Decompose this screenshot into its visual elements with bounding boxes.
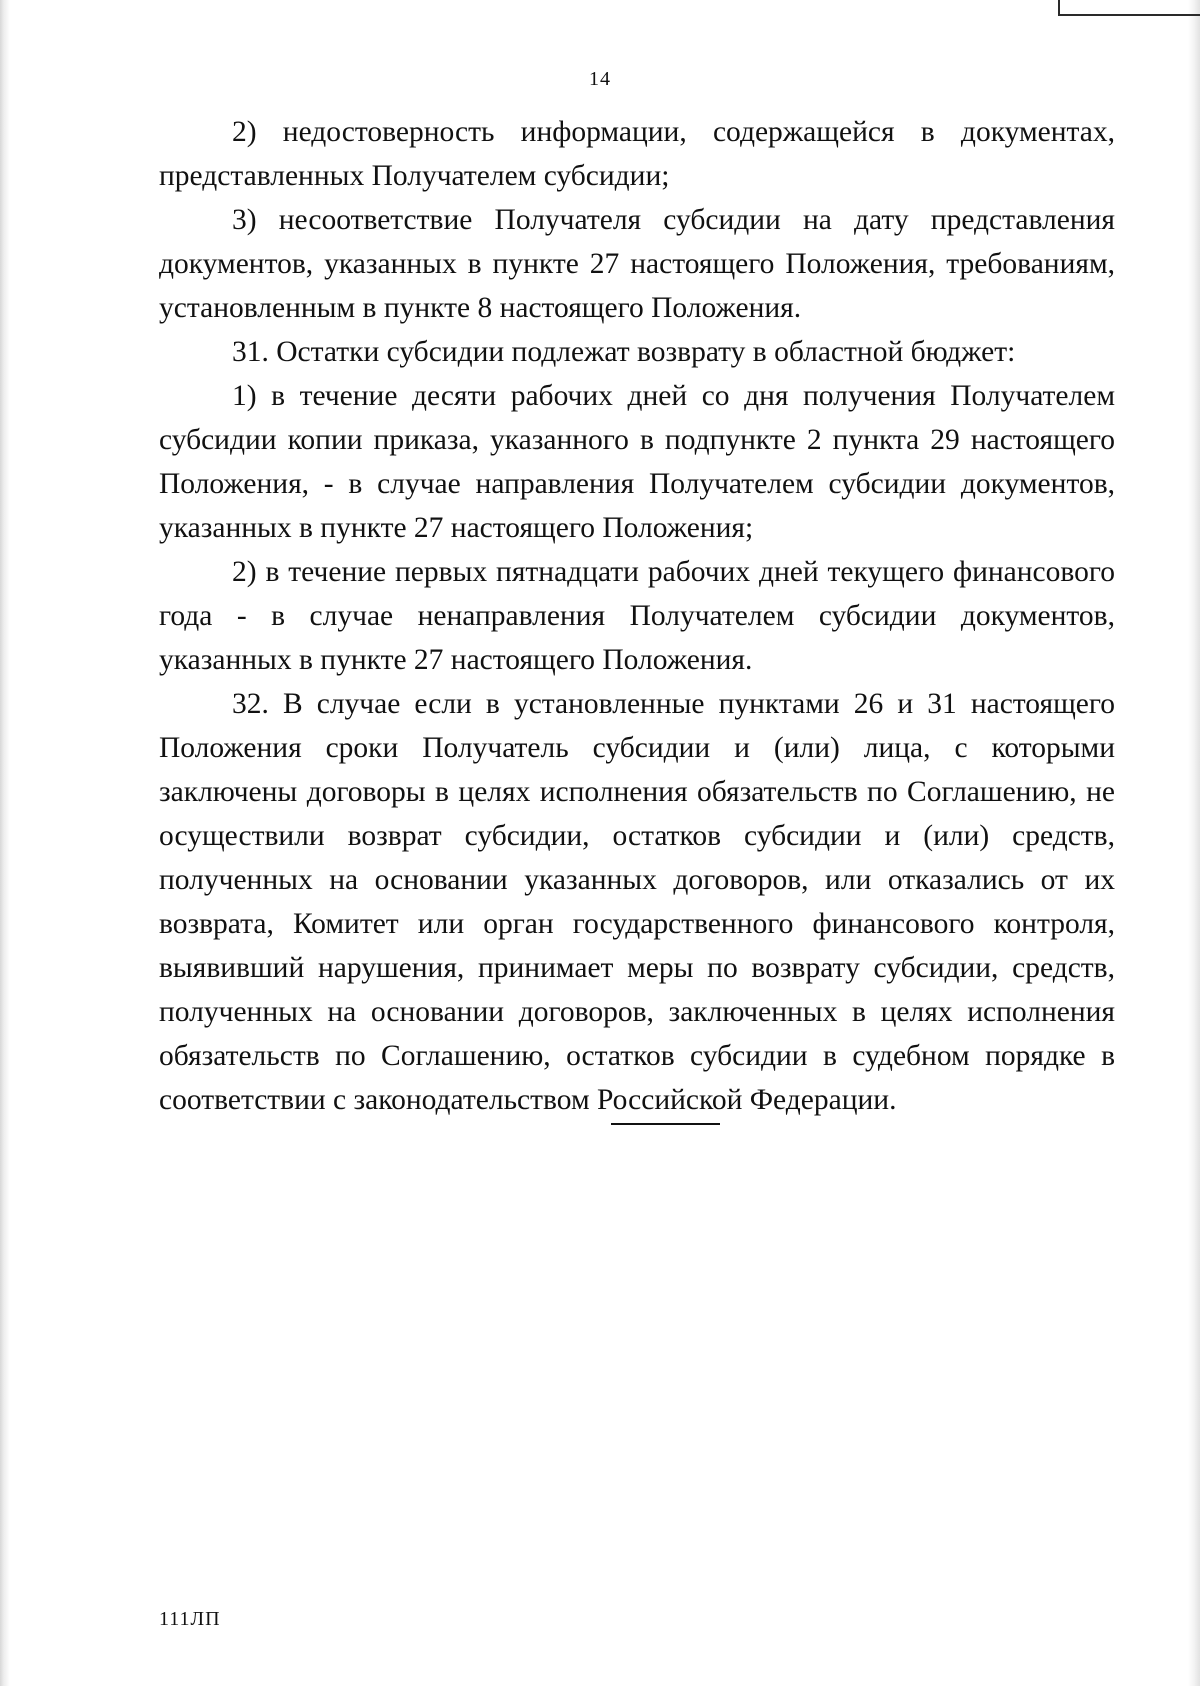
paragraph-clause-31-item-2: 2) в течение первых пятнадцати рабочих дней текущего финансового года - в случае ненаправления Получателем субсидии документов, указанных в пункте 27 настоящего Положения. [159, 556, 1115, 676]
end-of-text-rule [611, 1123, 720, 1125]
paragraph-clause-31-item-1: 1) в течение десяти рабочих дней со дня получения Получателем субсидии копии приказа, указанного в подпункте 2 пункта 29 настоящего Положения, - в случае направления Получателем субсидии документов, указанных в пункте 27 настоящего Положения; [159, 380, 1115, 544]
paragraph-item-2: 2) недостоверность информации, содержащейся в документах, представленных Получателем субсидии; [159, 116, 1115, 192]
paragraph-clause-32: 32. В случае если в установленные пунктами 26 и 31 настоящего Положения сроки Получатель субсидии и (или) лица, с которыми заключены договоры в целях исполнения обязательств по Соглашению, не осуществили возврат субсидии, остатков субсидии и (или) средств, полученных на основании указанных договоров, или отказались от их возврата, Комитет или орган государственного финансового контроля, выявивший нарушения, принимает меры по возврату субсидии, средств, полученных на основании договоров, заключенных в целях исполнения обязательств по Соглашению, остатков субсидии в судебном порядке в соответствии с законодательством Российской Федерации. [159, 688, 1115, 1116]
paragraph-clause-31: 31. Остатки субсидии подлежат возврату в областной бюджет: [232, 336, 1016, 368]
footer-document-code: 111ЛП [159, 1608, 221, 1630]
scan-corner-mark [1058, 0, 1200, 16]
scan-edge-left [0, 0, 10, 1686]
page-number: 14 [589, 68, 611, 90]
paragraph-item-3: 3) несоответствие Получателя субсидии на дату представления документов, указанных в пункте 27 настоящего Положения, требованиям, установленным в пункте 8 настоящего Положения. [159, 204, 1115, 324]
scan-edge-right [1188, 0, 1200, 1686]
document-body [159, 110, 1115, 1122]
